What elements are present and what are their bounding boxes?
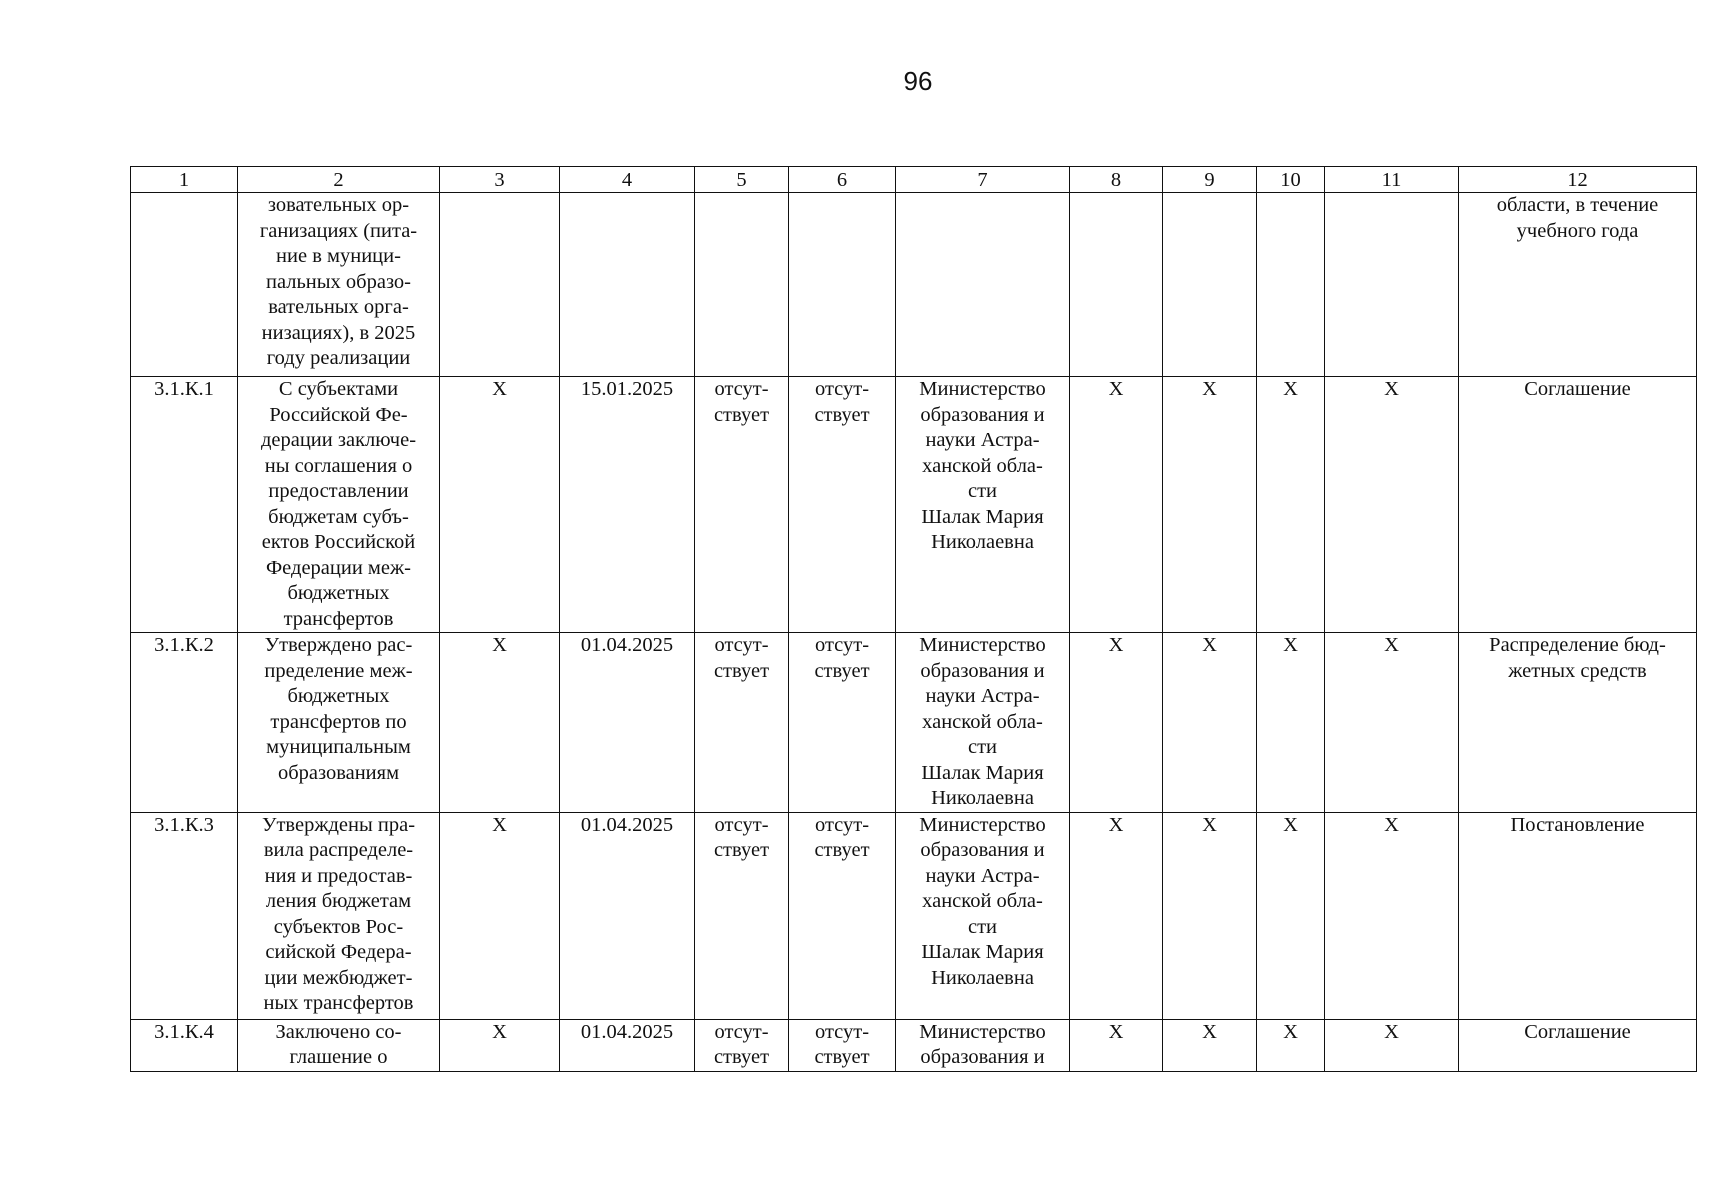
result-text: Распределение бюд- жетных средств <box>1489 634 1666 682</box>
column-number-3: 3 <box>440 167 560 193</box>
cell-6-text: отсут- ствует <box>814 1020 870 1068</box>
cell-responsible <box>896 377 1070 633</box>
cell-10: Х <box>1257 1019 1325 1071</box>
row-name-text: Заключено со- глашение о <box>275 1020 402 1068</box>
column-number-5: 5 <box>695 167 789 193</box>
cell-name <box>238 812 440 1019</box>
cell-11: Х <box>1325 377 1459 633</box>
cell-3: Х <box>440 377 560 633</box>
row-name-text: Утверждено рас- пределение меж- бюджетных трансфертов по муниципальным образованиям <box>264 634 413 784</box>
cell-11: Х <box>1325 812 1459 1019</box>
page-number: 96 <box>903 66 933 96</box>
column-number-8: 8 <box>1070 167 1163 193</box>
row-name-text: Утверждены пра- вила распределе- ния и предостав- ления бюджетам субъектов Рос- сийской Федера- ции межбюджет- ных трансфертов <box>261 813 416 1014</box>
cell-date: 01.04.2025 <box>560 1019 695 1071</box>
cell-6 <box>789 193 896 377</box>
cell-8: Х <box>1070 633 1163 813</box>
column-number-2: 2 <box>238 167 440 193</box>
column-number-row <box>131 167 1697 193</box>
cell-6-text: отсут- ствует <box>814 378 870 426</box>
table-row <box>131 1019 1697 1071</box>
continuation-name: зовательных ор- ганизациях (пита- ние в муници- пальных образо- вательных орга- низациях), в 2025 году реализации <box>259 194 418 369</box>
cell-date <box>560 193 695 377</box>
cell-code: 3.1.К.4 <box>131 1019 238 1071</box>
cell-result <box>1459 377 1697 633</box>
cell-10: Х <box>1257 812 1325 1019</box>
cell-9: Х <box>1163 377 1257 633</box>
cell-11: Х <box>1325 633 1459 813</box>
responsible-text: Министерство образования и науки Астра- ханской обла- сти Шалак Мария Николаевна <box>919 378 1046 553</box>
cell-responsible <box>896 812 1070 1019</box>
cell-responsible <box>896 633 1070 813</box>
cell-name <box>238 633 440 813</box>
row-name-text: С субъектами Российской Фе- дерации заключе- ны соглашения о предоставлении бюджетам субъ- ектов Российской Федерации меж- бюджетных трансфертов <box>260 378 417 630</box>
cell-code: 3.1.К.3 <box>131 812 238 1019</box>
cell-responsible <box>896 1019 1070 1071</box>
cell-6 <box>789 1019 896 1071</box>
cell-5 <box>695 193 789 377</box>
column-number-4: 4 <box>560 167 695 193</box>
cell-name <box>238 193 440 377</box>
cell-5-text: отсут- ствует <box>713 813 770 861</box>
cell-5-text: отсут- ствует <box>713 378 770 426</box>
result-text: Соглашение <box>1524 1020 1631 1043</box>
cell-code: 3.1.К.2 <box>131 633 238 813</box>
column-number-1: 1 <box>131 167 238 193</box>
column-number-12: 12 <box>1459 167 1697 193</box>
table-row <box>131 377 1697 633</box>
responsible-text: Министерство образования и науки Астра- ханской обла- сти Шалак Мария Николаевна <box>919 634 1046 809</box>
cell-5-text: отсут- ствует <box>713 634 770 682</box>
column-number-9: 9 <box>1163 167 1257 193</box>
cell-date: 15.01.2025 <box>560 377 695 633</box>
cell-6 <box>789 812 896 1019</box>
cell-8: Х <box>1070 377 1163 633</box>
cell-5 <box>695 812 789 1019</box>
cell-result <box>1459 193 1697 377</box>
column-number-11: 11 <box>1325 167 1459 193</box>
continuation-result: области, в течение учебного года <box>1496 194 1659 242</box>
result-text: Соглашение <box>1524 378 1631 400</box>
cell-name <box>238 377 440 633</box>
cell-11 <box>1325 193 1459 377</box>
cell-code: 3.1.К.1 <box>131 377 238 633</box>
cell-10 <box>1257 193 1325 377</box>
responsible-text: Министерство образования и науки Астра- ханской обла- сти Шалак Мария Николаевна <box>919 813 1046 989</box>
cell-responsible <box>896 193 1070 377</box>
cell-9: Х <box>1163 633 1257 813</box>
column-number-6: 6 <box>789 167 896 193</box>
cell-3 <box>440 193 560 377</box>
cell-result <box>1459 812 1697 1019</box>
result-text: Постановление <box>1510 813 1645 836</box>
cell-10: Х <box>1257 633 1325 813</box>
cell-9: Х <box>1163 1019 1257 1071</box>
cell-9 <box>1163 193 1257 377</box>
cell-name <box>238 1019 440 1071</box>
cell-6 <box>789 633 896 813</box>
cell-date: 01.04.2025 <box>560 633 695 813</box>
cell-11: Х <box>1325 1019 1459 1071</box>
cell-6-text: отсут- ствует <box>814 813 870 861</box>
cell-date: 01.04.2025 <box>560 812 695 1019</box>
cell-5 <box>695 1019 789 1071</box>
column-number-7: 7 <box>896 167 1070 193</box>
cell-8 <box>1070 193 1163 377</box>
cell-10: Х <box>1257 377 1325 633</box>
cell-6 <box>789 377 896 633</box>
cell-8: Х <box>1070 1019 1163 1071</box>
cell-3: Х <box>440 633 560 813</box>
cell-6-text: отсут- ствует <box>814 634 870 682</box>
column-number-10: 10 <box>1257 167 1325 193</box>
cell-result <box>1459 1019 1697 1071</box>
continuation-row <box>131 193 1697 377</box>
cell-8: Х <box>1070 812 1163 1019</box>
responsible-text: Министерство образования и <box>919 1020 1046 1068</box>
table-row <box>131 812 1697 1019</box>
cell-3: Х <box>440 1019 560 1071</box>
cell-result <box>1459 633 1697 813</box>
cell-5-text: отсут- ствует <box>713 1020 770 1068</box>
cell-5 <box>695 633 789 813</box>
cell-5 <box>695 377 789 633</box>
cell-3: Х <box>440 812 560 1019</box>
plan-table <box>130 166 1697 1072</box>
cell-9: Х <box>1163 812 1257 1019</box>
table-row <box>131 633 1697 813</box>
cell-code <box>131 193 238 377</box>
